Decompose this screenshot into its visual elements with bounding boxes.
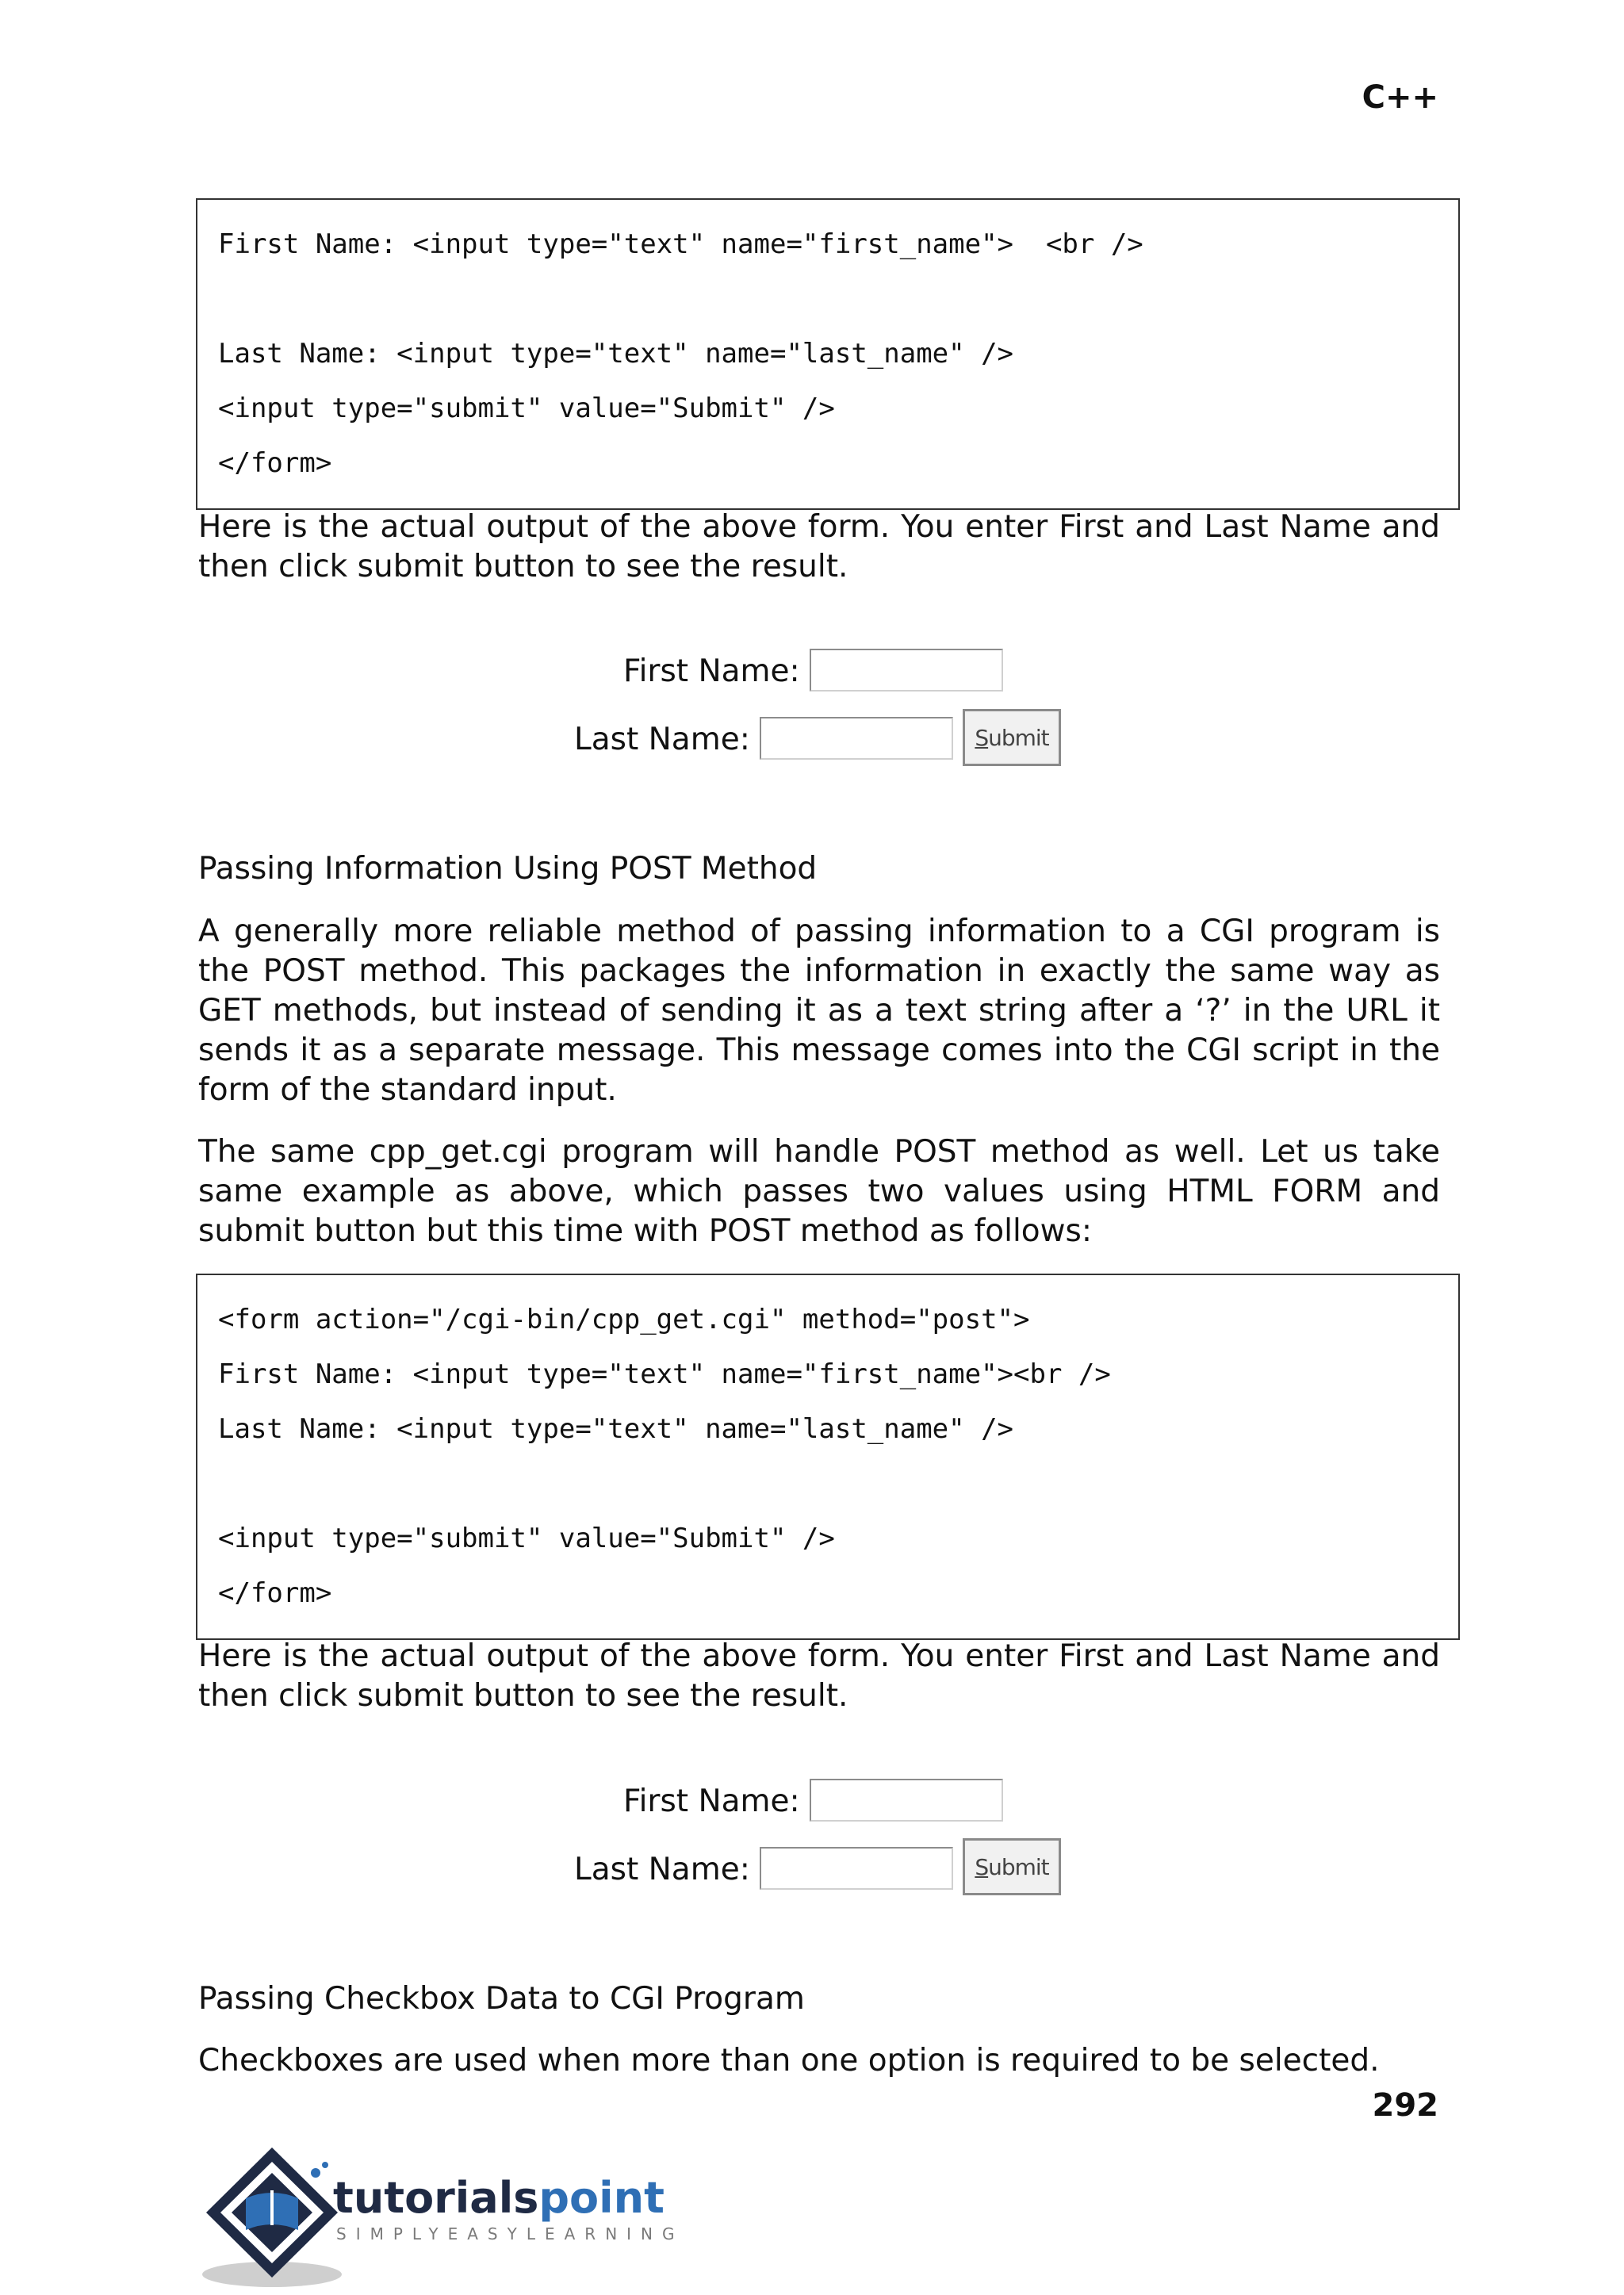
first-name-input[interactable] [810,1779,1003,1822]
form-1-first-row [623,649,1003,692]
submit-button-label: ubmit [988,724,1049,751]
code-block-1 [196,198,1460,510]
tutorialspoint-logo [197,2141,688,2295]
logo-word-point: point [538,2173,665,2223]
code-line: Last Name: <input type="text" name="last_name" /> [218,338,1014,370]
form-2-first-row [623,1779,1003,1822]
logo-icon [197,2141,688,2292]
first-name-label: First Name: [623,1784,800,1819]
code-line: Last Name: <input type="text" name="last_name" /> [218,1413,1014,1445]
first-name-input[interactable] [810,649,1003,692]
submit-button-access-key: S [975,724,989,751]
page-number: 292 [1372,2087,1438,2124]
last-name-label: Last Name: [574,722,750,757]
paragraph-output-2: Here is the actual output of the above form. You enter First and Last Name and then click submit button to see the result. [198,1638,1440,1714]
code-line: <form action="/cgi-bin/cpp_get.cgi" method="post"> [218,1304,1030,1335]
last-name-input[interactable] [760,717,953,760]
logo-tagline: SIMPLYEASYLEARNING [336,2224,684,2243]
code-line: First Name: <input type="text" name="first_name"><br /> [218,1358,1111,1390]
section-heading-checkbox: Passing Checkbox Data to CGI Program [198,1981,805,2017]
section-heading-post: Passing Information Using POST Method [198,851,818,887]
first-name-label: First Name: [623,653,800,689]
code-line: First Name: <input type="text" name="first_name"> <br /> [218,228,1143,260]
page-header-title: C++ [1362,79,1438,116]
paragraph-post-example: The same cpp_get.cgi program will handle POST method as well. Let us take same example as above, which passes two values using HTML FORM and submit button but this time with POST method as follows: [198,1134,1440,1249]
form-2-last-row [574,1847,953,1890]
code-line [218,1457,1438,1511]
submit-button-access-key: S [975,1853,989,1880]
submit-button-label: ubmit [988,1853,1049,1880]
code-line: <input type="submit" value="Submit" /> [218,1523,835,1554]
code-line: </form> [218,447,332,479]
last-name-label: Last Name: [574,1852,750,1887]
code-line: </form> [218,1577,332,1609]
submit-button[interactable] [963,1838,1061,1895]
submit-button[interactable] [963,709,1061,766]
logo-word-tutorials: tutorials [333,2173,539,2223]
paragraph-output-1: Here is the actual output of the above form. You enter First and Last Name and then click submit button to see the result. [198,509,1440,584]
code-block-2 [196,1274,1460,1640]
paragraph-post-description: A generally more reliable method of passing information to a CGI program is the POST method. This packages the information in exactly the same way as GET methods, but instead of sending it as a text string after a ‘?’ in the URL it sends it as a separate message. This message comes into the CGI script in the form of the standard input. [198,914,1440,1108]
paragraph-checkbox: Checkboxes are used when more than one option is required to be selected. [198,2043,1380,2079]
code-line [218,272,1438,327]
code-line: <input type="submit" value="Submit" /> [218,393,835,424]
form-1-last-row [574,717,953,760]
last-name-input[interactable] [760,1847,953,1890]
